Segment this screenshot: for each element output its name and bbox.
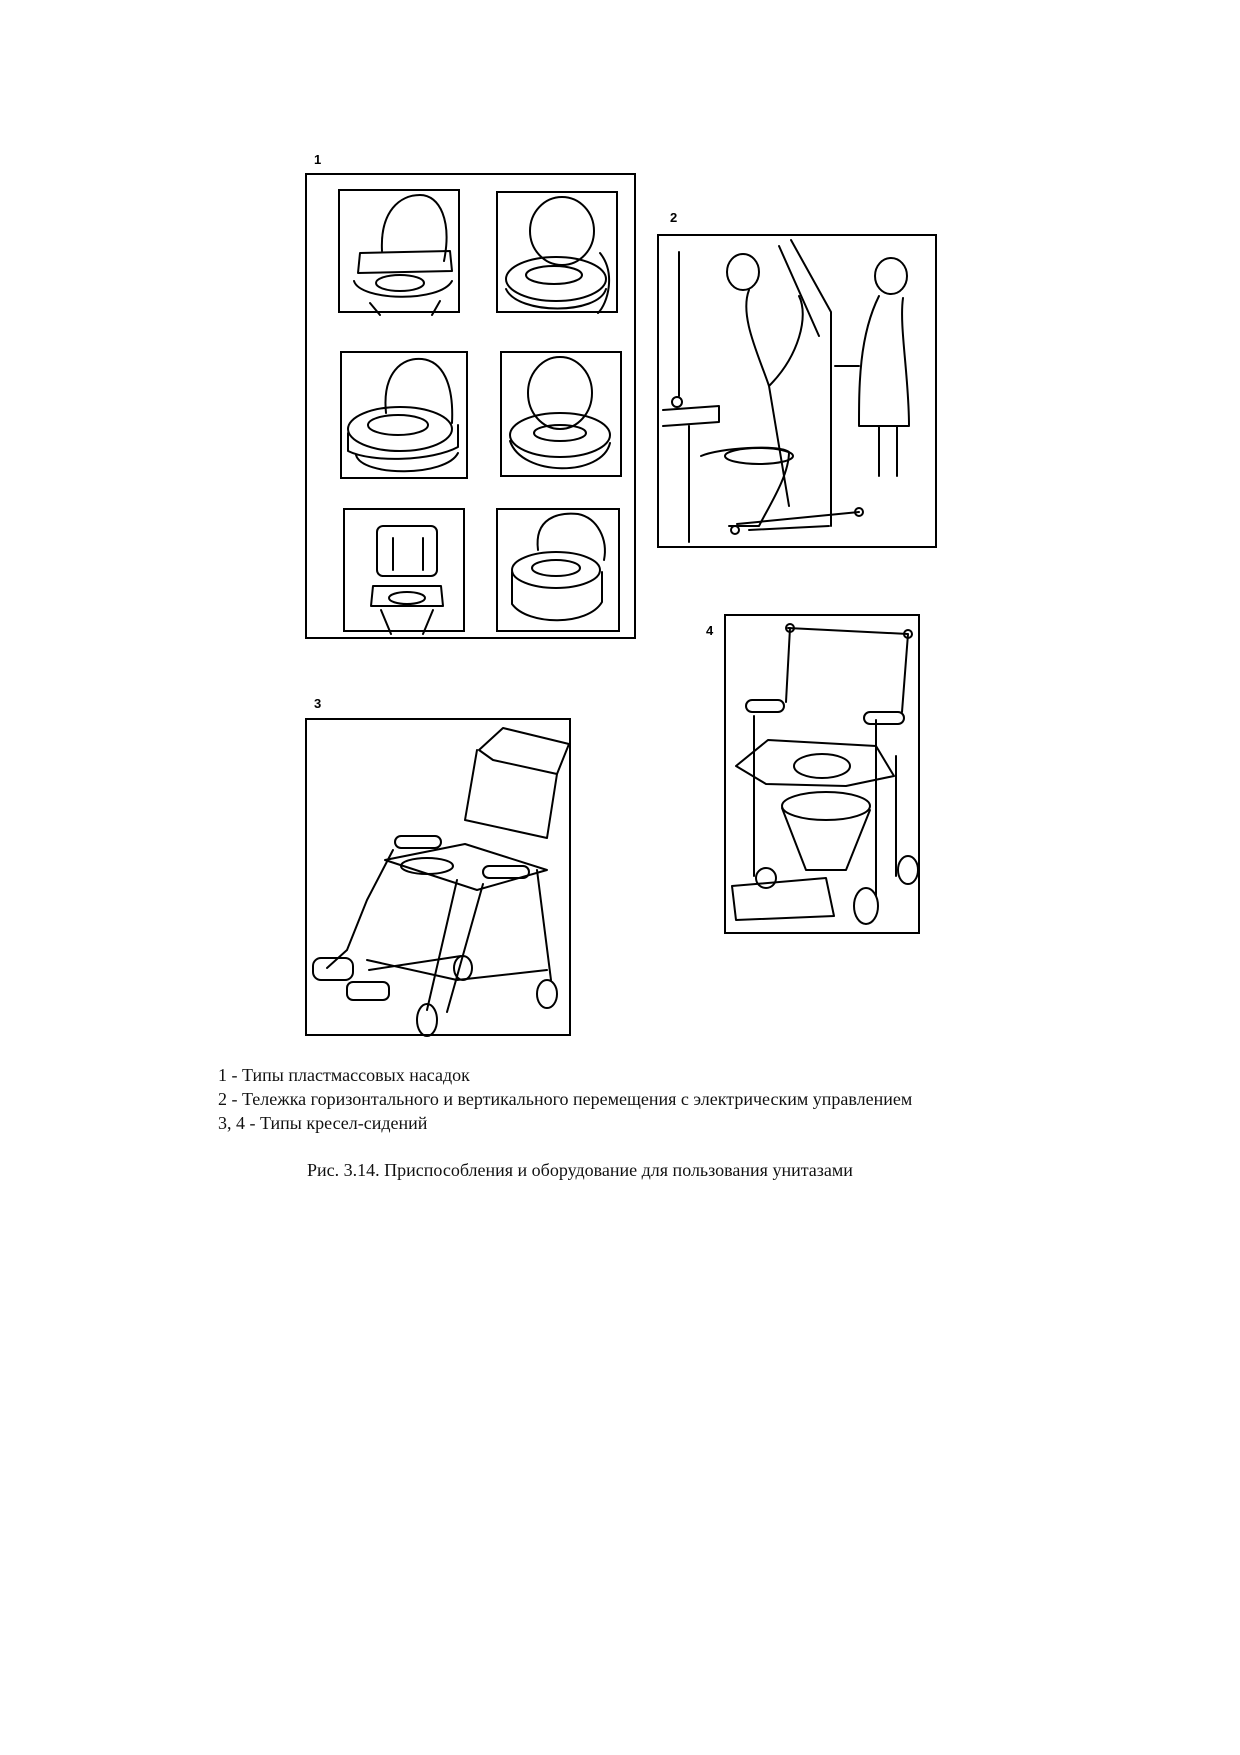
- panel-3-label: 3: [314, 696, 322, 711]
- toilet-seat-drawing: [498, 193, 620, 315]
- commode-chair-with-bucket-drawing: [726, 616, 922, 936]
- legend-item-1: 1 - Типы пластмассовых насадок: [218, 1065, 470, 1085]
- seat-raiser-image-6: [496, 508, 620, 632]
- toilet-seat-drawing: [502, 353, 624, 479]
- seat-raiser-image-1: [338, 189, 460, 313]
- panel-4-commode-chair-with-bucket: [724, 614, 920, 934]
- panel-2-label: 2: [670, 210, 678, 225]
- lift-trolley-drawing: [659, 236, 939, 550]
- figure-legend: [218, 1063, 912, 1135]
- legend-item-2: 2 - Тележка горизонтального и вертикального перемещения с электрическим управлением: [218, 1089, 913, 1109]
- figure-caption: Рис. 3.14. Приспособления и оборудование для пользования унитазами: [307, 1160, 853, 1180]
- seat-raiser-image-2: [496, 191, 618, 313]
- toilet-seat-drawing: [498, 510, 622, 634]
- seat-raiser-image-4: [500, 351, 622, 477]
- panel-1-label: 1: [314, 152, 322, 167]
- seat-raiser-image-5: [343, 508, 465, 632]
- panel-2-electric-lift-trolley: [657, 234, 937, 548]
- legend-item-3-4: 3, 4 - Типы кресел-сидений: [218, 1113, 428, 1133]
- toilet-seat-drawing: [340, 191, 462, 315]
- panel-4-label: 4: [706, 623, 714, 638]
- panel-1-toilet-seat-raisers: [305, 173, 636, 639]
- commode-chair-drawing: [307, 720, 573, 1038]
- toilet-seat-drawing: [345, 510, 467, 634]
- seat-raiser-image-3: [340, 351, 468, 479]
- panel-3-commode-chair: [305, 718, 571, 1036]
- toilet-seat-drawing: [342, 353, 470, 481]
